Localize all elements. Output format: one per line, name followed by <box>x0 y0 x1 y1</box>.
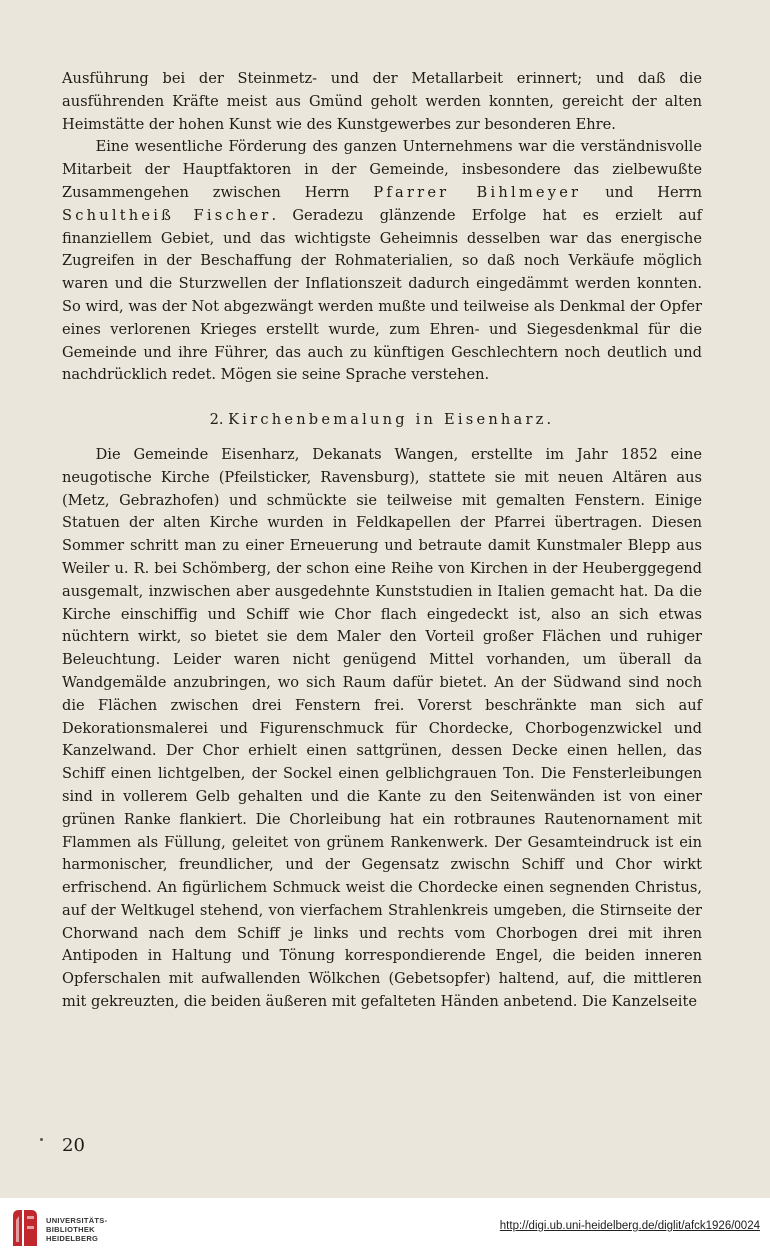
library-name-line-2: BIBLIOTHEK <box>46 1225 95 1234</box>
paragraph-3: Die Gemeinde Eisenharz, Dekanats Wangen, erstellte im Jahr 1852 eine neugotische Kirche (Pfeilsticker, Ravensburg), stattete sie mit neuen Altären aus (Metz, Gebrazhofen) und schmückte sie teilweise mit gemalten Fenstern. Einige Statuen der alten Kirche wurden in Feldkapellen der Pfarrei übertragen. Diesen Sommer schritt man zu einer Erneuerung und betraute damit Kunstmaler Blepp aus Weiler u. R. bei Schömberg, der schon eine Reihe von Kirchen in der Heuberggegend ausgemalt, inzwischen aber ausgedehnte Kunststudien in Italien gemacht hat. Da die Kirche einschiffig und Schiff wie Chor flach eingedeckt ist, also an sich etwas nüchtern wirkt, so bietet sie dem Maler den Vorteil großer Flächen und ruhiger Beleuchtung. Leider waren nicht genügend Mittel vorhanden, um überall da Wandgemälde anzubringen, wo sich Raum dafür bietet. An der Südwand sind noch die Flächen zwischen drei Fenstern frei. Vorerst beschränkte man sich auf Dekorationsmalerei und Figurenschmuck für Chordecke, Chorbogenzwickel und Kanzelwand. Der Chor erhielt einen sattgrünen, dessen Decke einen hellen, das Schiff einen lichtgelben, der Sockel einen gelblichgrauen Ton. Die Fensterleibungen sind in vollerem Gelb gehalten und die Kante zu den Seitenwänden ist von einer grünen Ranke flankiert. Die Chorleibung hat ein rotbraunes Rautenornament mit Flammen als Füllung, geleitet von grünem Rankenwerk. Der Gesamteindruck ist ein harmonischer, freundlicher, und der Gegensatz zwischn Schiff und Chor wirkt erfrischend. An figürlichem Schmuck weist die Chordecke einen segnenden Christus, auf der Weltkugel stehend, von vierfachem Strahlenkreis umgeben, die Stirnseite der Chorwand nach dem Schiff je links und rechts vom Chorbogen drei mit ihren Antipoden in Haltung und Tönung korrespondierende Engel, die beiden inneren Opferschalen mit aufwallenden Wölkchen (Gebetsopfer) haltend, auf, die mittleren mit gekreuzten, die beiden äußeren mit gefalteten Händen anbetend. Die Kanzelseite <box>62 445 702 1011</box>
section-title: Kirchenbemalung in Eisenharz. <box>228 411 555 429</box>
margin-mark <box>40 1138 43 1141</box>
paragraph-2-part-3: . Geradezu glänzende Erfolge hat es erzielt auf finanziellem Gebiet, und das wichtigste Geheimnis desselben war das energische Zugreifen in der Beschaffung der Rohmaterialien, so daß noch Verkäufe möglich waren und die Sturzwellen der Inflationszeit dadurch eingedämmt werden konnten. So wird, was der Not abgezwängt werden mußte und teilweise als Denkmal der Opfer eines verlorenen Krieges erstellt wurde, zum Ehren- und Siegesdenkmal für die Gemeinde und ihre Führer, das auch zu künftigen Geschlechtern noch deutlich und nachdrücklich redet. Mögen sie seine Sprache verstehen. <box>62 206 703 384</box>
page-number: 20 <box>62 1135 85 1156</box>
viewer-footer <box>0 1198 770 1260</box>
name-pfarrer: Pfarrer Bihlmeyer <box>373 183 582 201</box>
paragraph-2-part-1: Eine wesentliche Förderung des ganzen Unternehmens war die verständnisvolle Mitarbeit der Hauptfaktoren in der Gemeinde, insbesondere das zielbewußte Zusammengehen zwischen Herrn <box>62 138 702 201</box>
paragraph-2 <box>62 136 702 387</box>
section-number: 2. <box>209 411 224 429</box>
section-heading <box>62 409 702 432</box>
paragraph-1: Ausführung bei der Steinmetz- und der Metallarbeit erinnert; und daß die ausführenden Kräfte meist aus Gmünd geholt werden konnten, gereicht der alten Heimstätte der hohen Kunst wie des Kunstgewerbes zur besonderen Ehre. <box>62 70 702 133</box>
name-schultheiss: Schultheiß Fischer <box>62 206 272 224</box>
library-name <box>46 1216 107 1243</box>
heidelberg-library-logo-icon[interactable] <box>10 1206 40 1250</box>
library-name-line-1: UNIVERSITÄTS- <box>46 1216 108 1225</box>
library-name-line-3: HEIDELBERG <box>46 1234 99 1243</box>
permalink-url[interactable]: http://digi.ub.uni-heidelberg.de/diglit/afck1926/0024 <box>499 1220 760 1232</box>
paragraph-2-part-2: und Herrn <box>581 183 702 201</box>
page-text <box>62 68 702 1014</box>
